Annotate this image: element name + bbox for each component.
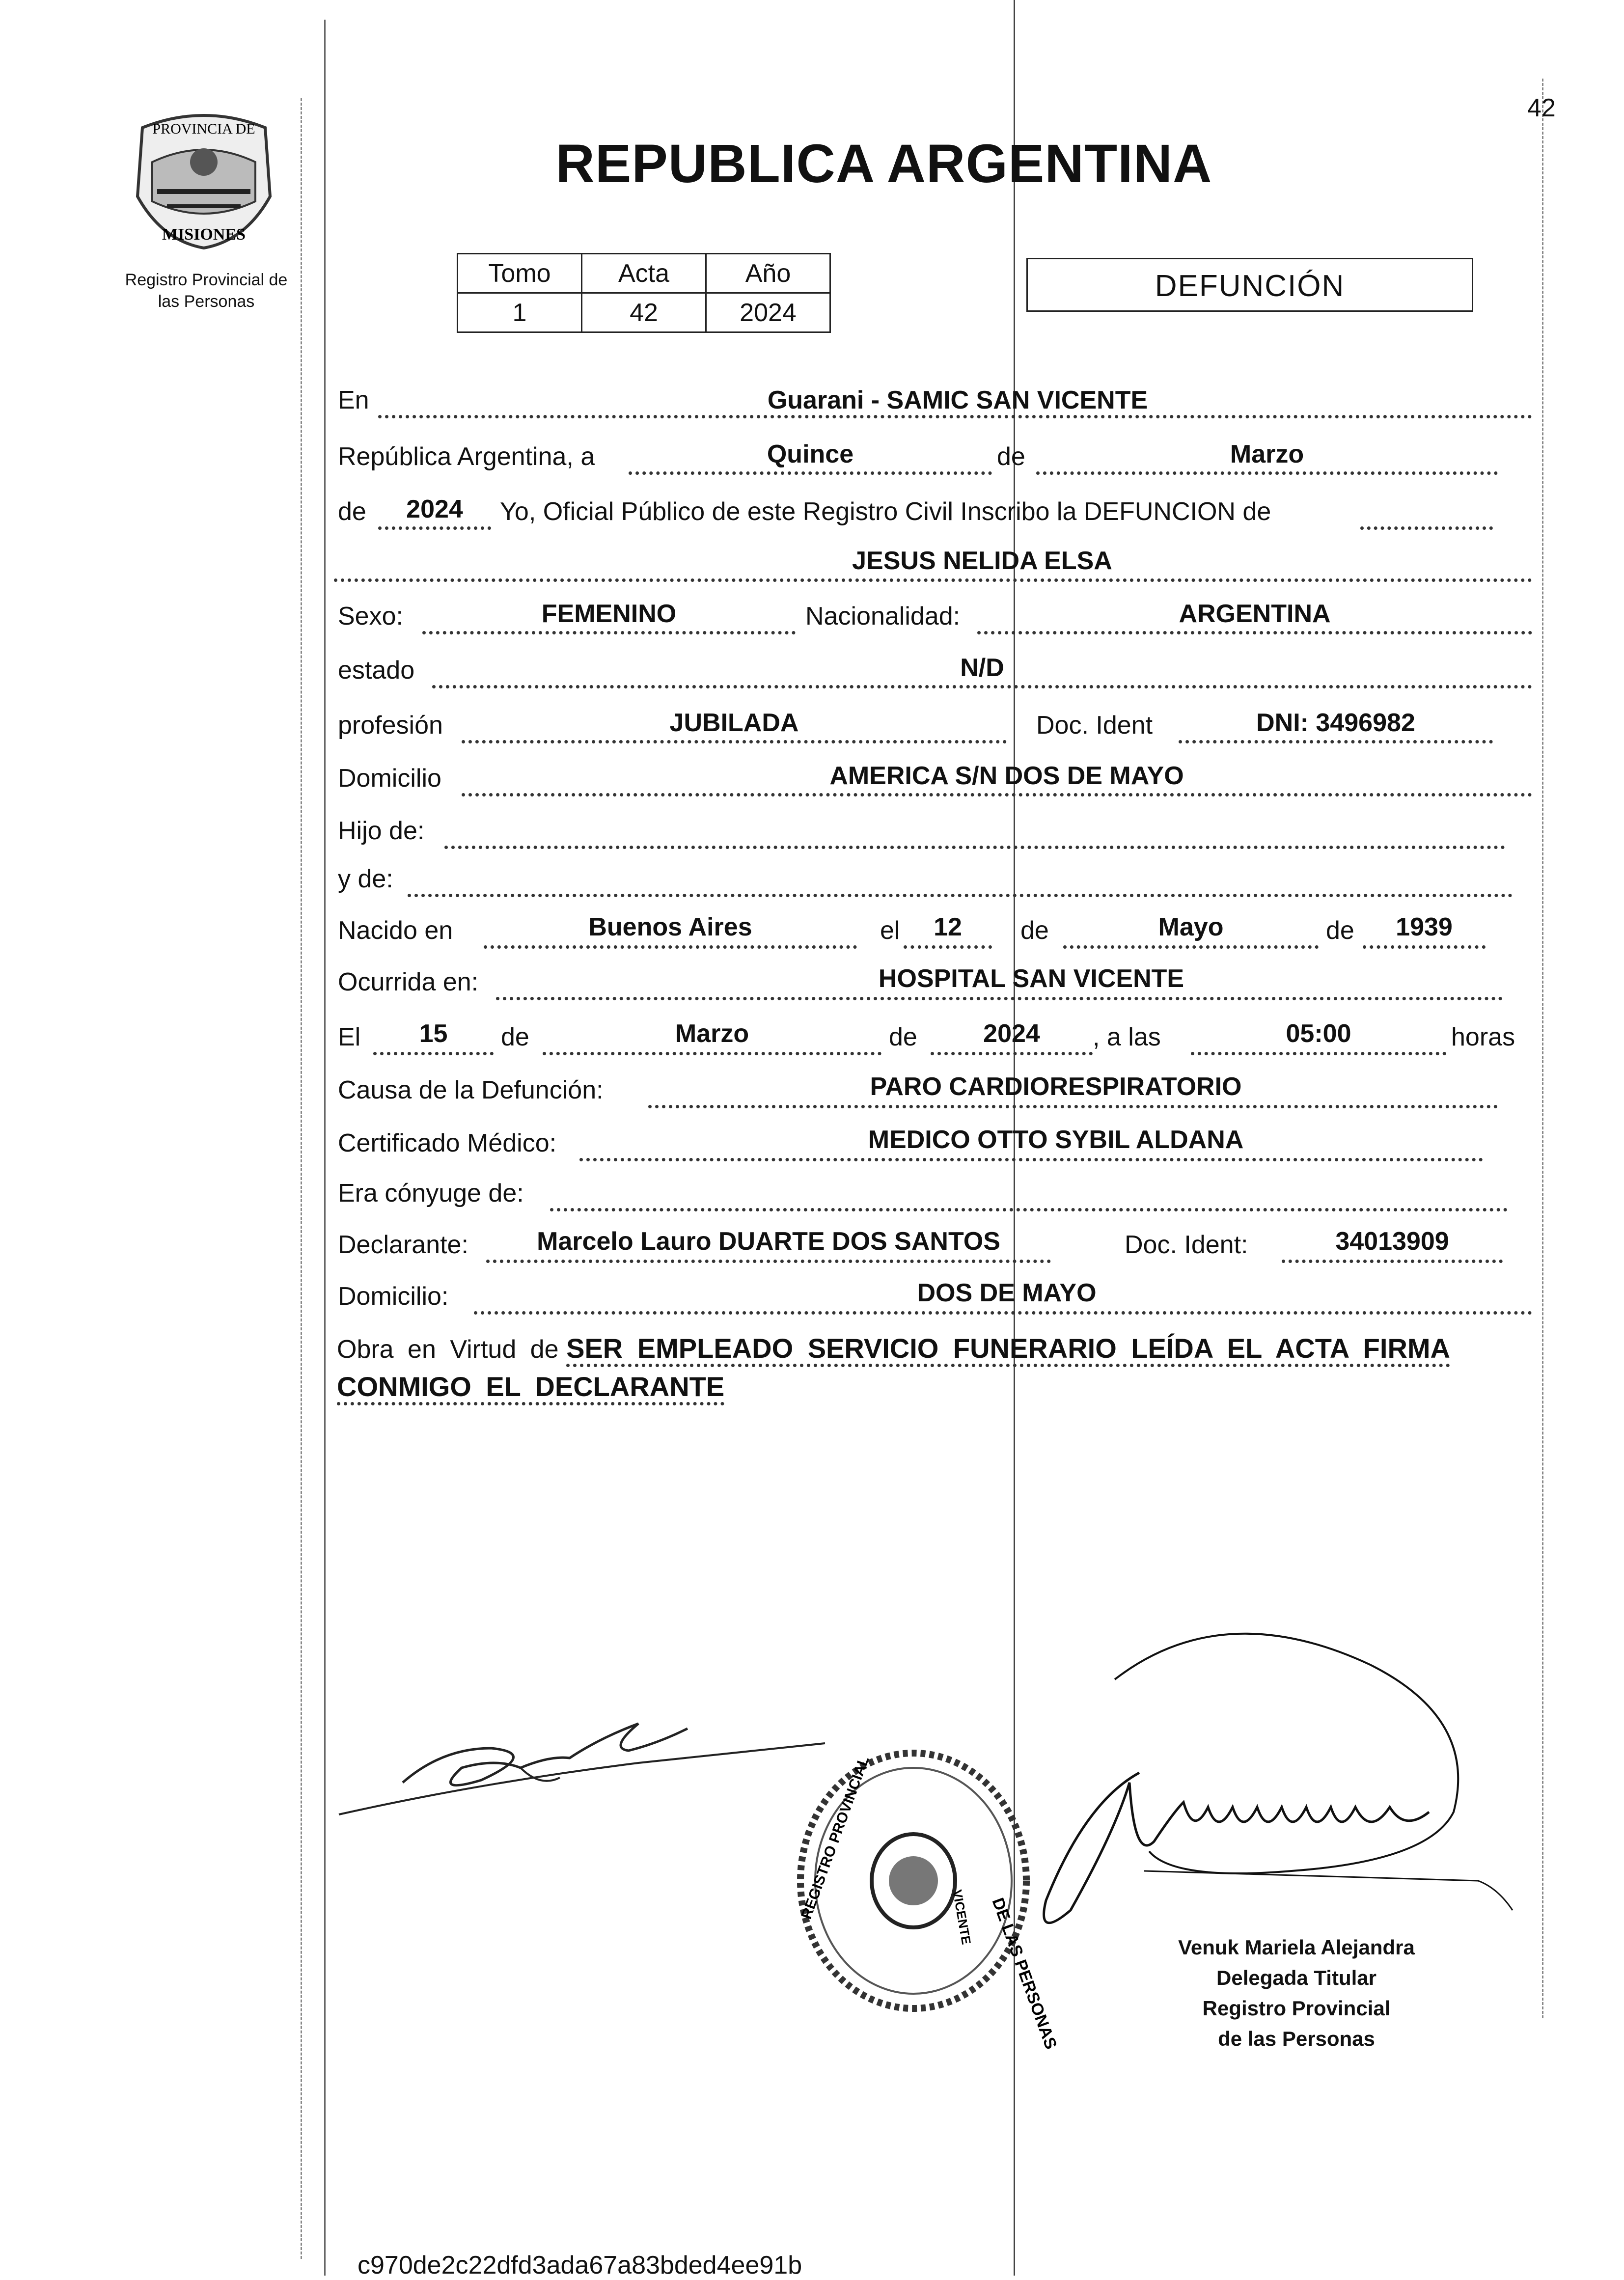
registry-label-line2: las Personas [158, 292, 255, 311]
certificado-value: MEDICO OTTO SYBIL ALDANA [868, 1126, 1244, 1154]
de-label-3: de [1326, 916, 1354, 945]
doc-ident-label-2: Doc. Ident: [1125, 1231, 1248, 1259]
nacionalidad-value: ARGENTINA [1179, 600, 1331, 628]
estado-value: N/D [960, 654, 1004, 682]
official-signature [1026, 1606, 1517, 1950]
doc-ident-value: DNI: 3496982 [1256, 709, 1415, 737]
en-label: En [338, 386, 369, 414]
table-header: Tomo [458, 254, 582, 293]
birth-year-dots [1363, 945, 1486, 949]
nacionalidad-dots [977, 631, 1532, 634]
table-cell: 42 [582, 293, 706, 332]
causa-dots [648, 1105, 1498, 1108]
name-dots [334, 578, 1532, 582]
birth-day: 12 [934, 913, 962, 941]
left-margin-hatch [301, 98, 307, 2259]
obra-paragraph [337, 1330, 1533, 1405]
declarante-doc-dots [1282, 1260, 1503, 1263]
doc-ident-dots [1179, 740, 1493, 743]
conyuge-dots [550, 1208, 1508, 1211]
stamp-text-center: VICENTE [950, 1888, 974, 1946]
obra-label: Obra en Virtud de [337, 1335, 559, 1364]
y-de-label: y de: [338, 865, 393, 893]
day-value: Quince [767, 440, 854, 468]
profesion-dots [462, 740, 1007, 743]
death-time-dots [1191, 1052, 1446, 1055]
page-title: REPUBLICA ARGENTINA [555, 134, 1212, 194]
birth-month: Mayo [1158, 913, 1224, 941]
table-cell: 2024 [706, 293, 830, 332]
left-margin-line [324, 20, 326, 2276]
registry-label-line1: Registro Provincial de [125, 271, 288, 289]
stamp-text-left: REGISTRO PROVINCIAL [798, 1754, 873, 1922]
logo-bottom-text: MISIONES [162, 225, 246, 244]
year-label: de [338, 497, 366, 526]
sexo-value: FEMENINO [541, 600, 677, 628]
month-dots [1036, 471, 1498, 475]
death-day: 15 [419, 1019, 448, 1048]
de-label-2: de [1020, 916, 1049, 945]
signer-block [1129, 1932, 1463, 2054]
sexo-dots [422, 631, 796, 634]
stamp-text-right: DE LAS PERSONAS [988, 1895, 1061, 2052]
causa-label: Causa de la Defunción: [338, 1076, 604, 1104]
ocurrida-value: HOSPITAL SAN VICENTE [878, 964, 1184, 993]
republica-label: República Argentina, a [338, 442, 595, 471]
conyuge-label: Era cónyuge de: [338, 1179, 524, 1208]
signer-role: Delegada Titular [1216, 1966, 1376, 1989]
a-las-label: , a las [1093, 1023, 1161, 1051]
profesion-label: profesión [338, 711, 443, 740]
year-dots [378, 526, 491, 530]
nacionalidad-label: Nacionalidad: [805, 602, 961, 631]
declarante-doc: 34013909 [1335, 1227, 1449, 1256]
estado-label: estado [338, 656, 415, 685]
registry-label [93, 269, 319, 312]
table-header: Acta [582, 254, 706, 293]
oficial-text: Yo, Oficial Público de este Registro Civil Inscribo la DEFUNCION de [500, 497, 1271, 526]
birth-year: 1939 [1396, 913, 1453, 941]
logo-top-text: PROVINCIA DE [152, 121, 255, 137]
day-dots [629, 471, 992, 475]
signer-org-2: de las Personas [1218, 2027, 1375, 2050]
declarant-signature [334, 1709, 850, 1827]
domicilio-label: Domicilio [338, 764, 441, 793]
oficial-dots [1360, 526, 1493, 530]
domicilio-value-2: DOS DE MAYO [917, 1279, 1097, 1307]
obra-value: SER EMPLEADO SERVICIO FUNERARIO LEÍDA EL ACTA FIRMA CONMIGO EL DECLARANTE [337, 1333, 1450, 1405]
right-margin-hatch [1542, 79, 1548, 2018]
page-number: 42 [1527, 94, 1556, 122]
death-year-dots [931, 1052, 1093, 1055]
declarante-label: Declarante: [338, 1231, 468, 1259]
horas-label: horas [1451, 1023, 1515, 1051]
document-type-box: DEFUNCIÓN [1026, 258, 1473, 312]
el-label-2: El [338, 1023, 361, 1051]
el-label: el [880, 916, 900, 945]
death-year: 2024 [983, 1019, 1040, 1048]
table-row [458, 254, 830, 293]
table-row [458, 293, 830, 332]
doc-ident-label: Doc. Ident [1036, 711, 1153, 740]
de-label: de [997, 442, 1025, 471]
official-stamp [786, 1743, 1061, 2052]
ocurrida-label: Ocurrida en: [338, 968, 479, 996]
birth-month-dots [1063, 945, 1319, 949]
year-value: 2024 [406, 495, 463, 523]
death-month-dots [543, 1052, 881, 1055]
ocurrida-dots [496, 997, 1503, 1000]
hijo-dots [444, 846, 1505, 849]
table-cell: 1 [458, 293, 582, 332]
nacido-dots [484, 945, 857, 949]
nacido-value: Buenos Aires [588, 913, 752, 941]
declarante-value: Marcelo Lauro DUARTE DOS SANTOS [537, 1227, 1000, 1256]
reference-table [457, 253, 831, 333]
deceased-name: JESUS NELIDA ELSA [852, 547, 1112, 575]
death-month: Marzo [675, 1019, 749, 1048]
declarante-dots [486, 1260, 1051, 1263]
domicilio-2-dots [474, 1311, 1532, 1315]
domicilio-value: AMERICA S/N DOS DE MAYO [829, 762, 1184, 790]
nacido-label: Nacido en [338, 916, 453, 945]
en-value: Guarani - SAMIC SAN VICENTE [767, 386, 1148, 414]
domicilio-dots [462, 793, 1532, 797]
sexo-label: Sexo: [338, 602, 403, 631]
y-de-dots [408, 894, 1513, 897]
certificado-label: Certificado Médico: [338, 1129, 557, 1157]
signer-org-1: Registro Provincial [1202, 1997, 1391, 2020]
misiones-coat-of-arms-logo [123, 108, 285, 255]
table-header: Año [706, 254, 830, 293]
document-hash: c970de2c22dfd3ada67a83bded4ee91b [358, 2251, 802, 2280]
hijo-label: Hijo de: [338, 817, 425, 845]
certificado-dots [579, 1158, 1483, 1161]
estado-dots [432, 685, 1532, 688]
en-dots [378, 415, 1532, 418]
domicilio-label-2: Domicilio: [338, 1282, 449, 1311]
profesion-value: JUBILADA [669, 709, 799, 737]
causa-value: PARO CARDIORESPIRATORIO [870, 1072, 1242, 1101]
de-label-4: de [501, 1023, 529, 1051]
death-time: 05:00 [1286, 1019, 1351, 1048]
birth-day-dots [904, 945, 992, 949]
signer-name: Venuk Mariela Alejandra [1178, 1936, 1415, 1959]
death-day-dots [373, 1052, 494, 1055]
month-value: Marzo [1230, 440, 1304, 468]
de-label-5: de [889, 1023, 917, 1051]
